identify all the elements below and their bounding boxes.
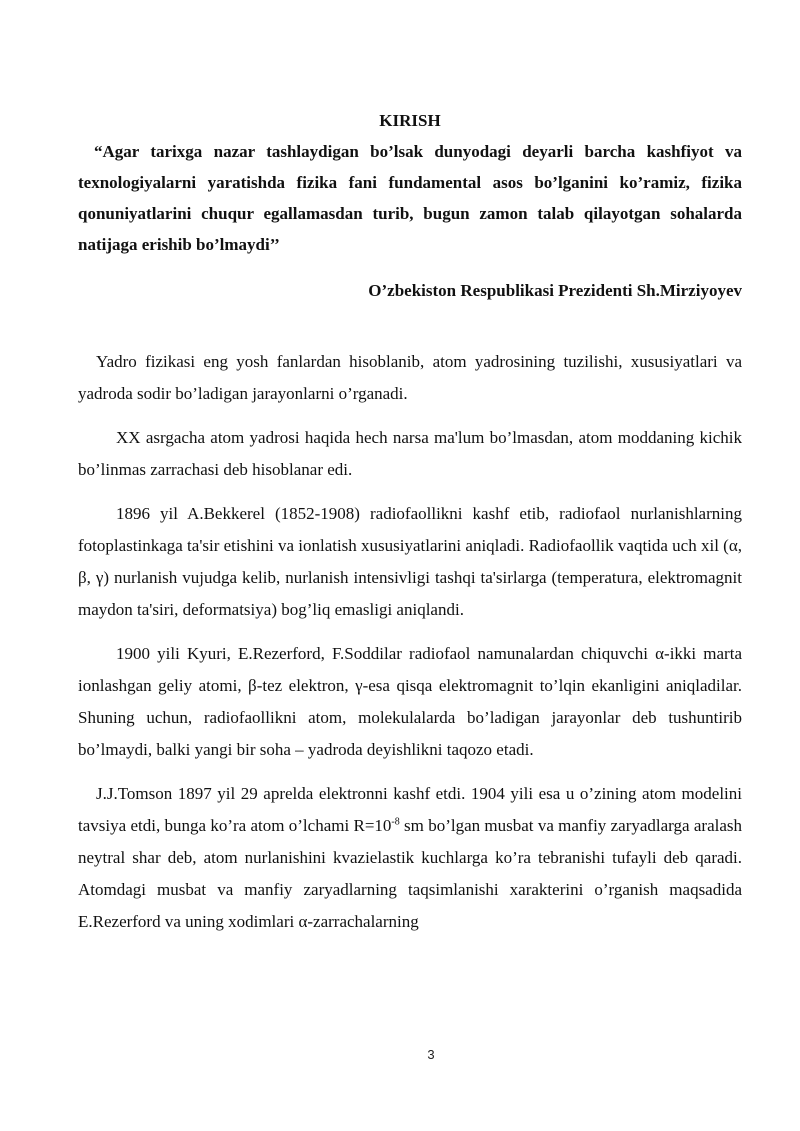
paragraph-2: XX asrgacha atom yadrosi haqida hech narsa ma'lum bo’lmasdan, atom moddaning kichik bo’linmas zarrachasi deb hisoblanar edi. [78,428,742,479]
paragraph-4: 1900 yili Kyuri, E.Rezerford, F.Soddilar radiofaol namunalardan chiquvchi α-ikki marta ionlashgan geliy atomi, β-tez elektron, γ-esa qisqa elektromagnit to’lqin ekanligini aniqladilar. Shuning uchun, radiofaollikni atom, molekulalarda bo’ladigan jarayonlar deb tushuntirib bo’lmaydi, balki yangi bir soha – yadroda deyishlikni taqozo etadi. [78,644,742,759]
paragraph-3: 1896 yil A.Bekkerel (1852-1908) radiofaollikni kashf etib, radiofaol nurlanishlarning fotoplastinkaga ta'sir etishini va ionlatish xususiyatlarini aniqladi. Radiofaollik vaqtida uch xil (α, β, γ) nurlanish vujudga kelib, nurlanish intensivligi tashqi ta'sirlarga (temperatura, elektromagnit maydon ta'siri, deformatsiya) bog’liq emasligi aniqlandi. [78,504,742,619]
document-page [78,106,742,938]
epigraph-signature: O’zbekiston Respublikasi Prezidenti Sh.Mirziyoyev [368,281,742,300]
page-number: 3 [427,1047,435,1062]
epigraph-quote: “Agar tarixga nazar tashlaydigan bo’lsak dunyodagi deyarli barcha kashfiyot va texnologiyalarni yaratishda fizika fani fundamental asos bo’lganini ko’ramiz, fizika qonuniyatlarini chuqur egallamasdan turib, bugun zamon talab qilayotgan sohalarda natijaga erishib bo’lmaydi’’ [78,142,742,254]
chapter-title: KIRISH [379,111,441,130]
paragraph-5-text-start: J.J.Tomson 1897 yil 29 aprelda elektronni kashf etdi. 1904 yili esa u o’zining atom modelini tavsiya etdi, bunga ko’ra atom o’lchami R=10 [78,784,742,835]
paragraph-5-text-end: sm bo’lgan musbat va manfiy zaryadlarga aralash neytral shar deb, atom nurlanishini kvazielastik kuchlarga ko’ra tebranishi tufayli deb qaradi. Atomdagi musbat va manfiy zaryadlarning taqsimlanishi xarakterini o’rganish maqsadida E.Rezerford va uning xodimlari α-zarrachalarning [78,816,742,931]
exponent: -8 [391,816,400,828]
paragraph-5 [78,778,742,938]
paragraph-1: Yadro fizikasi eng yosh fanlardan hisoblanib, atom yadrosining tuzilishi, xususiyatlari va yadroda sodir bo’ladigan jarayonlarni o’rganadi. [78,352,742,403]
